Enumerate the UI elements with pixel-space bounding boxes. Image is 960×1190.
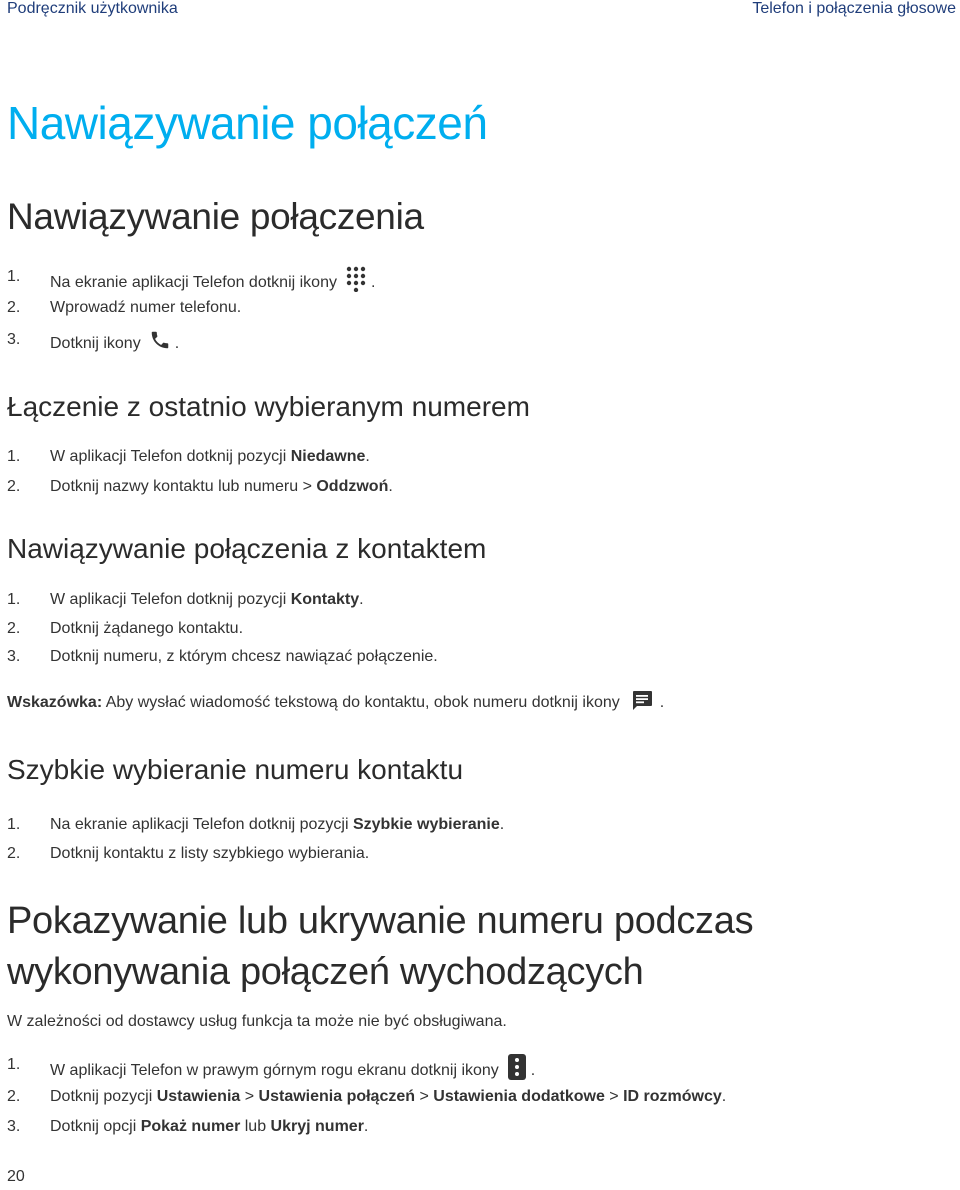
step-bold: Kontakty	[290, 591, 360, 608]
period: .	[365, 448, 370, 465]
page-title-block	[7, 96, 487, 150]
step-number: 3.	[7, 648, 21, 665]
step-number: 2.	[7, 478, 21, 495]
section-heading-block	[7, 391, 530, 423]
step-text	[50, 1054, 535, 1087]
step-bold: Ustawienia połączeń	[258, 1088, 416, 1105]
step-label: Dotknij nazwy kontaktu lub numeru >	[50, 478, 317, 495]
step-bold: Szybkie wybieranie	[352, 816, 500, 833]
section-heading-redial: Łączenie z ostatnio wybieranym numerem	[7, 391, 530, 422]
separator: lub	[240, 1118, 271, 1135]
section-heading-caller-id-line1: Pokazywanie lub ukrywanie numeru podczas	[7, 900, 754, 942]
page-number: 20	[7, 1168, 25, 1185]
dialpad-icon	[345, 266, 367, 299]
section-heading-speed-dial: Szybkie wybieranie numeru kontaktu	[7, 754, 464, 785]
step-text	[50, 266, 375, 299]
section-heading-block	[7, 533, 486, 565]
period: .	[370, 273, 376, 291]
section-heading-call-contact: Nawiązywanie połączenia z kontaktem	[7, 533, 487, 564]
step-label: Na ekranie aplikacji Telefon dotknij ikony	[50, 273, 337, 291]
period: .	[174, 334, 180, 352]
step-text	[50, 329, 179, 358]
period: .	[721, 1088, 727, 1105]
tip-text: Aby wysłać wiadomość tekstową do kontaktu, obok numeru dotknij ikony	[102, 694, 620, 711]
step-text	[50, 814, 504, 836]
step-label: Dotknij ikony	[50, 334, 141, 352]
step-label: Dotknij opcji	[50, 1118, 141, 1135]
step-bold: Oddzwoń	[316, 478, 389, 495]
step-text: Dotknij żądanego kontaktu.	[50, 620, 244, 637]
section-heading-making-call: Nawiązywanie połączenia	[7, 196, 424, 237]
tip	[7, 692, 664, 714]
step-number: 2.	[7, 1088, 21, 1105]
step-text: Dotknij numeru, z którym chcesz nawiązać połączenie.	[50, 648, 438, 665]
header-manual-title: Podręcznik użytkownika	[7, 0, 178, 17]
period: .	[359, 591, 364, 608]
step-number: 2.	[7, 620, 21, 637]
separator: >	[240, 1088, 259, 1105]
step-number: 2.	[7, 845, 21, 862]
step-number: 3.	[7, 1118, 21, 1135]
step-number: 1.	[7, 1056, 21, 1073]
step-text: Wprowadź numer telefonu.	[50, 299, 242, 316]
more-options-icon	[507, 1054, 527, 1087]
step-label: W aplikacji Telefon w prawym górnym rogu ekranu dotknij ikony	[50, 1061, 499, 1079]
period: .	[363, 1118, 369, 1135]
section-heading-block	[7, 196, 424, 238]
tip-label: Wskazówka:	[7, 694, 103, 711]
step-text	[50, 476, 393, 498]
message-icon	[630, 688, 654, 719]
intro-paragraph	[7, 1011, 507, 1033]
step-number: 1.	[7, 448, 21, 465]
page-title: Nawiązywanie połączeń	[7, 97, 488, 149]
step-label: Dotknij pozycji	[50, 1088, 157, 1105]
separator: >	[604, 1088, 624, 1105]
step-bold: Pokaż numer	[140, 1118, 241, 1135]
step-bold: Ustawienia dodatkowe	[433, 1088, 605, 1105]
header-chapter-title: Telefon i połączenia głosowe	[752, 0, 956, 17]
intro-text: W zależności od dostawcy usług funkcja ta może nie być obsługiwana.	[7, 1013, 507, 1030]
step-bold: ID rozmówcy	[623, 1088, 722, 1105]
step-text	[50, 589, 364, 611]
section-heading-block	[7, 896, 753, 998]
step-number: 1.	[7, 591, 21, 608]
step-number: 1.	[7, 268, 21, 285]
step-number: 1.	[7, 816, 21, 833]
step-text	[50, 1116, 368, 1138]
step-bold: Ukryj numer	[270, 1118, 364, 1135]
step-label: W aplikacji Telefon dotknij pozycji	[50, 448, 291, 465]
period: .	[659, 694, 665, 711]
period: .	[499, 816, 505, 833]
step-text	[50, 446, 370, 468]
step-label: W aplikacji Telefon dotknij pozycji	[50, 591, 291, 608]
step-bold: Ustawienia	[156, 1088, 241, 1105]
step-text	[50, 1086, 726, 1108]
period: .	[388, 478, 393, 495]
step-bold: Niedawne	[290, 448, 366, 465]
separator: >	[415, 1088, 434, 1105]
section-heading-caller-id-line2: wykonywania połączeń wychodzących	[7, 951, 644, 993]
step-label: Na ekranie aplikacji Telefon dotknij pozycji	[50, 816, 353, 833]
step-number: 3.	[7, 331, 21, 348]
phone-icon	[149, 329, 171, 358]
section-heading-block	[7, 754, 463, 786]
period: .	[530, 1061, 536, 1079]
step-text: Dotknij kontaktu z listy szybkiego wybierania.	[50, 845, 370, 862]
step-number: 2.	[7, 299, 21, 316]
